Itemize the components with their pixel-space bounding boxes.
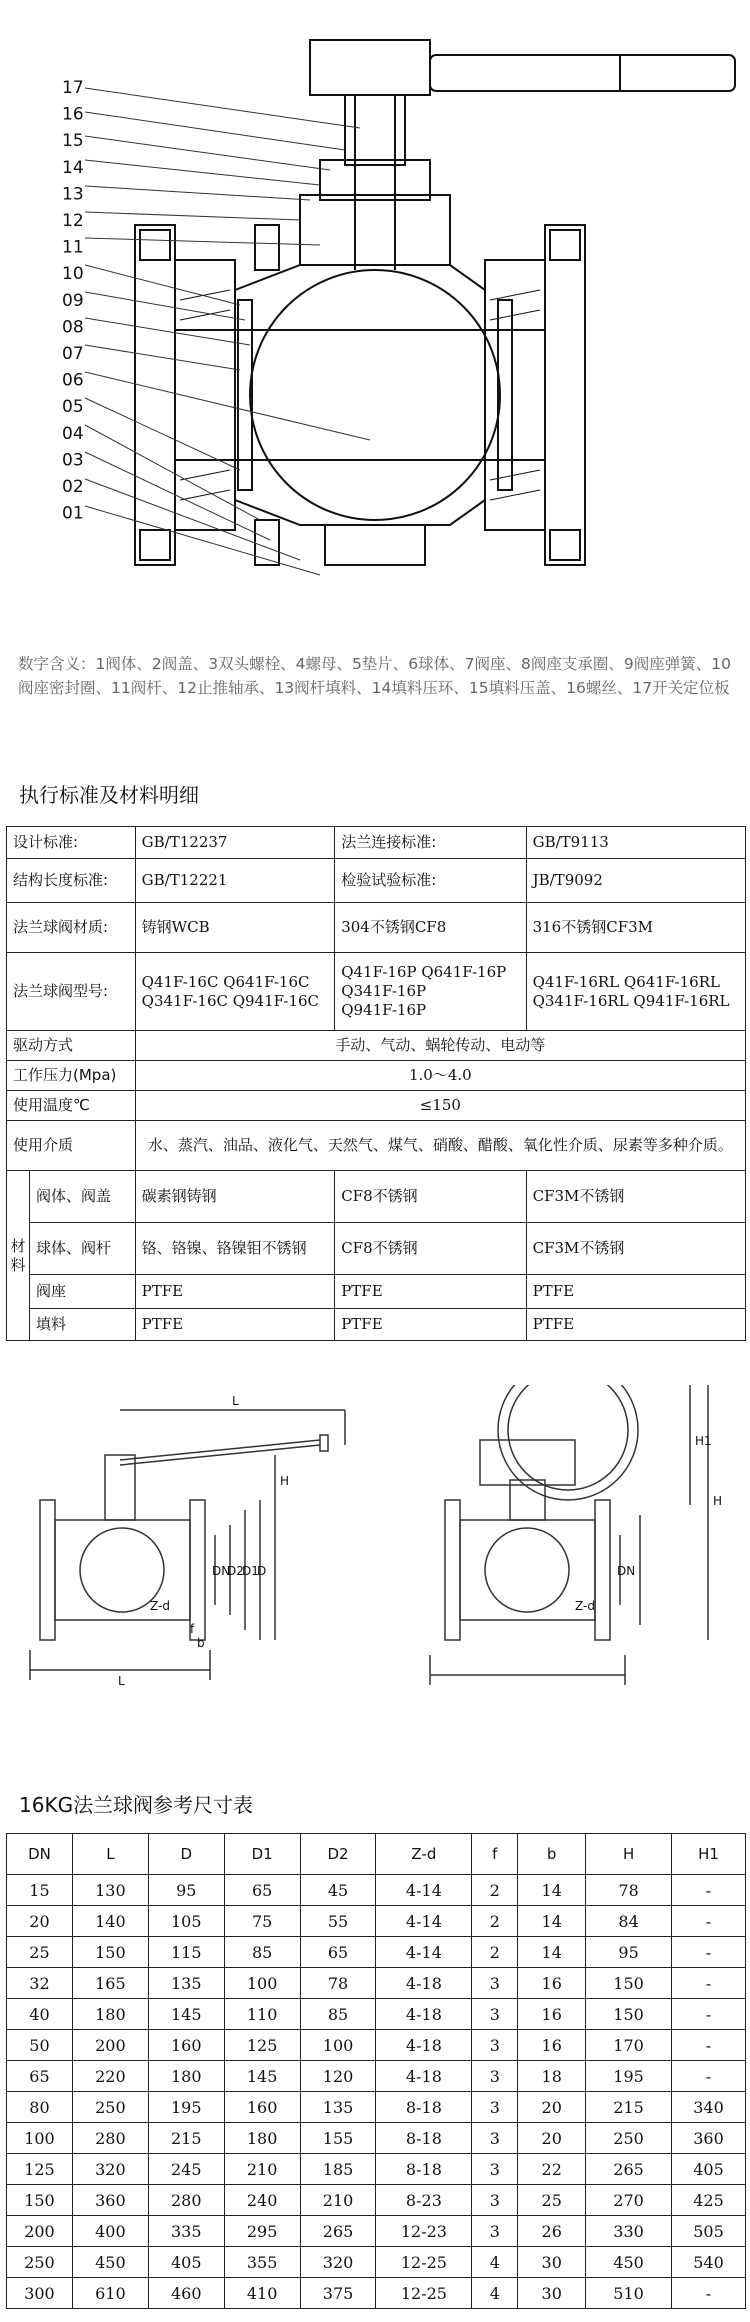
dims-cell: 84 bbox=[586, 1906, 672, 1937]
dims-cell: 4-18 bbox=[376, 2030, 472, 2061]
dims-cell: 14 bbox=[518, 1937, 586, 1968]
dims-section-title-text: 16KG法兰球阀参考尺寸表 bbox=[19, 1793, 254, 1817]
dims-cell: 8-18 bbox=[376, 2092, 472, 2123]
dims-cell: 360 bbox=[672, 2123, 746, 2154]
ball-label: 球体、阀杆 bbox=[29, 1223, 135, 1275]
model-304-line1: Q41F-16P Q641F-16P bbox=[341, 963, 507, 981]
dims-cell: 540 bbox=[672, 2247, 746, 2278]
spec-row-drive bbox=[7, 1031, 746, 1061]
part-label-09: 09 bbox=[62, 290, 84, 311]
spec-row-design bbox=[7, 827, 746, 859]
model-316-line2: Q341F-16RL Q941F-16RL bbox=[532, 991, 730, 1010]
dims-cell: 505 bbox=[672, 2216, 746, 2247]
dims-cell: 295 bbox=[224, 2216, 300, 2247]
dims-cell: 50 bbox=[7, 2030, 73, 2061]
dims-cell: 130 bbox=[72, 1875, 148, 1906]
dims-cell: 4 bbox=[472, 2278, 518, 2309]
part-label-07: 07 bbox=[62, 344, 84, 364]
dims-cell: 40 bbox=[7, 1999, 73, 2030]
dims-cell: 180 bbox=[148, 2061, 224, 2092]
seat-316: PTFE bbox=[526, 1275, 745, 1309]
dims-cell: 300 bbox=[7, 2278, 73, 2309]
dims-cell: 4-18 bbox=[376, 1999, 472, 2030]
part-label-06: 06 bbox=[62, 370, 84, 391]
packing-304: PTFE bbox=[335, 1309, 526, 1341]
material-group-label: 材料 bbox=[7, 1171, 30, 1341]
drive-label: 驱动方式 bbox=[7, 1031, 136, 1061]
dim-label-3: D2 bbox=[227, 1564, 244, 1578]
spec-row-body bbox=[7, 1171, 746, 1223]
dims-cell: 280 bbox=[72, 2123, 148, 2154]
dims-cell: 30 bbox=[518, 2247, 586, 2278]
dims-cell: 16 bbox=[518, 1968, 586, 1999]
dims-cell: 355 bbox=[224, 2247, 300, 2278]
body-wcb: 碳素钢铸钢 bbox=[135, 1171, 335, 1223]
dims-cell: 320 bbox=[72, 2154, 148, 2185]
dims-cell: 14 bbox=[518, 1875, 586, 1906]
dims-cell: 125 bbox=[7, 2154, 73, 2185]
dims-cell: 200 bbox=[7, 2216, 73, 2247]
pressure-label: 工作压力(Mpa) bbox=[7, 1061, 136, 1091]
dims-cell: 85 bbox=[224, 1937, 300, 1968]
dims-cell: 250 bbox=[72, 2092, 148, 2123]
drive-value: 手动、气动、蜗轮传动、电动等 bbox=[135, 1031, 745, 1061]
dims-cell: 110 bbox=[224, 1999, 300, 2030]
dims-cell: 20 bbox=[518, 2123, 586, 2154]
dims-cell: 375 bbox=[300, 2278, 376, 2309]
dim-label-5: D bbox=[257, 1564, 267, 1578]
dims-cell: 125 bbox=[224, 2030, 300, 2061]
dim-label-10: H1 bbox=[695, 1434, 712, 1448]
part-label-05: 05 bbox=[62, 397, 84, 418]
dims-header-cell: D2 bbox=[300, 1834, 376, 1875]
dim-label-9: L bbox=[118, 1674, 125, 1688]
design-label: 设计标准: bbox=[7, 827, 136, 859]
dims-cell: 95 bbox=[586, 1937, 672, 1968]
dims-cell: 4 bbox=[472, 2247, 518, 2278]
dims-cell: 180 bbox=[72, 1999, 148, 2030]
spec-row-temp bbox=[7, 1091, 746, 1121]
dims-cell: 100 bbox=[224, 1968, 300, 1999]
dims-cell: 405 bbox=[148, 2247, 224, 2278]
dims-cell: 20 bbox=[518, 2092, 586, 2123]
dims-cell: 450 bbox=[72, 2247, 148, 2278]
dims-cell: 4-18 bbox=[376, 1968, 472, 1999]
dims-cell: 12-25 bbox=[376, 2278, 472, 2309]
dims-header-cell: Z-d bbox=[376, 1834, 472, 1875]
packing-wcb: PTFE bbox=[135, 1309, 335, 1341]
model-316-line1: Q41F-16RL Q641F-16RL bbox=[532, 972, 720, 991]
dims-cell: 4-14 bbox=[376, 1906, 472, 1937]
dims-cell: 610 bbox=[72, 2278, 148, 2309]
dims-cell: 25 bbox=[518, 2185, 586, 2216]
dims-cell: 150 bbox=[72, 1937, 148, 1968]
part-label-14: 14 bbox=[62, 157, 84, 178]
part-label-15: 15 bbox=[62, 131, 84, 152]
dims-cell: 3 bbox=[472, 2030, 518, 2061]
dims-cell: 75 bbox=[224, 1906, 300, 1937]
dims-cell: 100 bbox=[300, 2030, 376, 2061]
dims-cell: 4-18 bbox=[376, 2061, 472, 2092]
dim-label-13: Z-d bbox=[575, 1599, 595, 1613]
dims-cell: 3 bbox=[472, 1968, 518, 1999]
flange-label: 法兰连接标准: bbox=[335, 827, 526, 859]
dims-cell: 26 bbox=[518, 2216, 586, 2247]
dims-cell: 8-23 bbox=[376, 2185, 472, 2216]
dims-cell: 340 bbox=[672, 2092, 746, 2123]
length-value: GB/T12221 bbox=[135, 859, 335, 903]
dims-cell: 145 bbox=[224, 2061, 300, 2092]
dims-cell: - bbox=[672, 1937, 746, 1968]
dims-cell: 22 bbox=[518, 2154, 586, 2185]
dims-cell: 25 bbox=[7, 1937, 73, 1968]
model-label: 法兰球阀型号: bbox=[7, 953, 136, 1031]
dims-cell: 2 bbox=[472, 1906, 518, 1937]
ball-304: CF8不锈钢 bbox=[335, 1223, 526, 1275]
dims-cell: 100 bbox=[7, 2123, 73, 2154]
dims-cell: 16 bbox=[518, 1999, 586, 2030]
dims-row bbox=[7, 2154, 746, 2185]
dims-cell: 180 bbox=[224, 2123, 300, 2154]
dims-row bbox=[7, 2185, 746, 2216]
dims-cell: - bbox=[672, 1875, 746, 1906]
dims-cell: 12-23 bbox=[376, 2216, 472, 2247]
medium-value: 水、蒸汽、油品、液化气、天然气、煤气、硝酸、醋酸、氧化性介质、尿素等多种介质。 bbox=[135, 1121, 745, 1171]
dims-cell: 150 bbox=[586, 1968, 672, 1999]
dims-cell: 170 bbox=[586, 2030, 672, 2061]
material-wcb: 铸钢WCB bbox=[135, 903, 335, 953]
dims-cell: 150 bbox=[7, 2185, 73, 2216]
model-304-line3: Q941F-16P bbox=[341, 1001, 427, 1019]
dims-cell: 55 bbox=[300, 1906, 376, 1937]
dims-cell: 425 bbox=[672, 2185, 746, 2216]
model-304 bbox=[335, 953, 526, 1031]
dims-cell: 15 bbox=[7, 1875, 73, 1906]
part-label-16: 16 bbox=[62, 104, 84, 125]
dim-label-1: H bbox=[280, 1474, 290, 1488]
dimension-drawings bbox=[0, 1385, 750, 1715]
dims-cell: 4-14 bbox=[376, 1875, 472, 1906]
dims-cell: - bbox=[672, 2278, 746, 2309]
dims-cell: 65 bbox=[300, 1937, 376, 1968]
dims-cell: 240 bbox=[224, 2185, 300, 2216]
dims-cell: 135 bbox=[148, 1968, 224, 1999]
dims-cell: 78 bbox=[300, 1968, 376, 1999]
dims-cell: 150 bbox=[586, 1999, 672, 2030]
dims-cell: 2 bbox=[472, 1875, 518, 1906]
dim-label-0: L bbox=[232, 1394, 239, 1408]
dims-cell: - bbox=[672, 1906, 746, 1937]
dims-row bbox=[7, 2216, 746, 2247]
dims-cell: 32 bbox=[7, 1968, 73, 1999]
dims-cell: 18 bbox=[518, 2061, 586, 2092]
temp-value: ≤150 bbox=[135, 1091, 745, 1121]
spec-section-title-text: 执行标准及材料明细 bbox=[19, 783, 199, 807]
material-label: 法兰球阀材质: bbox=[7, 903, 136, 953]
dims-row bbox=[7, 2061, 746, 2092]
seat-wcb: PTFE bbox=[135, 1275, 335, 1309]
dims-header-cell: H1 bbox=[672, 1834, 746, 1875]
dims-cell: 410 bbox=[224, 2278, 300, 2309]
medium-label: 使用介质 bbox=[7, 1121, 136, 1171]
dims-cell: 12-25 bbox=[376, 2247, 472, 2278]
part-label-11: 11 bbox=[62, 237, 84, 258]
dims-cell: 3 bbox=[472, 2061, 518, 2092]
packing-316: PTFE bbox=[526, 1309, 745, 1341]
dims-cell: 65 bbox=[224, 1875, 300, 1906]
dims-cell: 145 bbox=[148, 1999, 224, 2030]
dims-cell: 20 bbox=[7, 1906, 73, 1937]
spec-row-material bbox=[7, 903, 746, 953]
dims-cell: 135 bbox=[300, 2092, 376, 2123]
dims-cell: 165 bbox=[72, 1968, 148, 1999]
dims-cell: 400 bbox=[72, 2216, 148, 2247]
ball-wcb: 铬、铬镍、铬镍钼不锈钢 bbox=[135, 1223, 335, 1275]
dims-cell: 185 bbox=[300, 2154, 376, 2185]
material-304: 304不锈钢CF8 bbox=[335, 903, 526, 953]
part-label-03: 03 bbox=[62, 450, 84, 471]
dims-cell: 250 bbox=[7, 2247, 73, 2278]
dims-table bbox=[6, 1833, 746, 2309]
dim-label-2: DN bbox=[212, 1564, 231, 1578]
part-label-10: 10 bbox=[62, 264, 84, 285]
dims-row bbox=[7, 2123, 746, 2154]
dims-cell: 215 bbox=[148, 2123, 224, 2154]
dims-cell: 4-14 bbox=[376, 1937, 472, 1968]
dims-cell: 245 bbox=[148, 2154, 224, 2185]
model-wcb bbox=[135, 953, 335, 1031]
dims-cell: 115 bbox=[148, 1937, 224, 1968]
dims-cell: 105 bbox=[148, 1906, 224, 1937]
part-label-17: 17 bbox=[62, 78, 84, 98]
dims-header-cell: L bbox=[72, 1834, 148, 1875]
dims-section-title bbox=[16, 1790, 256, 1820]
dims-cell: 95 bbox=[148, 1875, 224, 1906]
dims-cell: 78 bbox=[586, 1875, 672, 1906]
design-value: GB/T12237 bbox=[135, 827, 335, 859]
dims-cell: 155 bbox=[300, 2123, 376, 2154]
dims-cell: 220 bbox=[72, 2061, 148, 2092]
part-label-13: 13 bbox=[62, 184, 84, 205]
dims-cell: 460 bbox=[148, 2278, 224, 2309]
dims-row bbox=[7, 1906, 746, 1937]
dims-cell: 45 bbox=[300, 1875, 376, 1906]
part-label-12: 12 bbox=[62, 211, 84, 231]
dims-cell: 320 bbox=[300, 2247, 376, 2278]
dims-cell: - bbox=[672, 2061, 746, 2092]
dims-cell: 210 bbox=[224, 2154, 300, 2185]
dims-cell: 450 bbox=[586, 2247, 672, 2278]
dims-cell: - bbox=[672, 1968, 746, 1999]
dims-cell: 8-18 bbox=[376, 2123, 472, 2154]
dims-cell: 3 bbox=[472, 2092, 518, 2123]
dims-cell: 335 bbox=[148, 2216, 224, 2247]
model-316 bbox=[526, 953, 745, 1031]
spec-row-model bbox=[7, 953, 746, 1031]
flange-value: GB/T9113 bbox=[526, 827, 745, 859]
dims-cell: - bbox=[672, 1999, 746, 2030]
dims-cell: 16 bbox=[518, 2030, 586, 2061]
dims-cell: 265 bbox=[586, 2154, 672, 2185]
dims-row bbox=[7, 1999, 746, 2030]
dims-cell: 3 bbox=[472, 1999, 518, 2030]
dims-cell: 160 bbox=[224, 2092, 300, 2123]
dims-cell: 8-18 bbox=[376, 2154, 472, 2185]
part-label-02: 02 bbox=[62, 477, 84, 497]
dim-label-6: Z-d bbox=[150, 1599, 170, 1613]
test-value: JB/T9092 bbox=[526, 859, 745, 903]
spec-row-length bbox=[7, 859, 746, 903]
dims-cell: 405 bbox=[672, 2154, 746, 2185]
dims-row bbox=[7, 2092, 746, 2123]
dims-cell: 250 bbox=[586, 2123, 672, 2154]
packing-label: 填料 bbox=[29, 1309, 135, 1341]
length-label: 结构长度标准: bbox=[7, 859, 136, 903]
dims-header-cell: DN bbox=[7, 1834, 73, 1875]
dims-cell: 65 bbox=[7, 2061, 73, 2092]
dims-cell: 80 bbox=[7, 2092, 73, 2123]
model-wcb-line2: Q341F-16C Q941F-16C bbox=[141, 991, 320, 1010]
dims-cell: 3 bbox=[472, 2216, 518, 2247]
model-304-line2: Q341F-16P bbox=[341, 982, 427, 1000]
dims-cell: 215 bbox=[586, 2092, 672, 2123]
spec-row-packing bbox=[7, 1309, 746, 1341]
dims-row bbox=[7, 1968, 746, 1999]
dims-row bbox=[7, 1875, 746, 1906]
temp-label: 使用温度℃ bbox=[7, 1091, 136, 1121]
dims-cell: 30 bbox=[518, 2278, 586, 2309]
dims-cell: 3 bbox=[472, 2154, 518, 2185]
dims-header-cell: H bbox=[586, 1834, 672, 1875]
dims-cell: 210 bbox=[300, 2185, 376, 2216]
dims-cell: 510 bbox=[586, 2278, 672, 2309]
seat-label: 阀座 bbox=[29, 1275, 135, 1309]
part-label-01: 01 bbox=[62, 503, 84, 524]
dims-header-row bbox=[7, 1834, 746, 1875]
dim-label-7: f bbox=[190, 1622, 195, 1636]
part-description: 数字含义：1阀体、2阀盖、3双头螺栓、4螺母、5垫片、6球体、7阀座、8阀座支承圈、9阀座弹簧、10阀座密封圈、11阀杆、12止推轴承、13阀杆填料、14填料压环、15填料压盖、16螺丝、17开关定位板 bbox=[18, 655, 731, 697]
dims-header-cell: D bbox=[148, 1834, 224, 1875]
dims-cell: 160 bbox=[148, 2030, 224, 2061]
spec-row-medium bbox=[7, 1121, 746, 1171]
dims-cell: - bbox=[672, 2030, 746, 2061]
dims-cell: 3 bbox=[472, 2185, 518, 2216]
dims-cell: 330 bbox=[586, 2216, 672, 2247]
dims-cell: 195 bbox=[148, 2092, 224, 2123]
dims-header-cell: D1 bbox=[224, 1834, 300, 1875]
dim-label-11: H bbox=[713, 1494, 723, 1508]
dims-cell: 280 bbox=[148, 2185, 224, 2216]
ball-valve-section-drawing bbox=[0, 0, 750, 630]
model-wcb-line1: Q41F-16C Q641F-16C bbox=[141, 972, 310, 991]
spec-row-seat bbox=[7, 1275, 746, 1309]
spec-table bbox=[6, 826, 746, 1341]
spec-section-title bbox=[16, 780, 202, 810]
dims-cell: 120 bbox=[300, 2061, 376, 2092]
dims-cell: 200 bbox=[72, 2030, 148, 2061]
part-label-04: 04 bbox=[62, 423, 84, 444]
dims-cell: 14 bbox=[518, 1906, 586, 1937]
body-304: CF8不锈钢 bbox=[335, 1171, 526, 1223]
dims-cell: 270 bbox=[586, 2185, 672, 2216]
dims-header-cell: f bbox=[472, 1834, 518, 1875]
dims-cell: 265 bbox=[300, 2216, 376, 2247]
dims-cell: 2 bbox=[472, 1937, 518, 1968]
ball-316: CF3M不锈钢 bbox=[526, 1223, 745, 1275]
part-label-08: 08 bbox=[62, 317, 84, 338]
dims-cell: 85 bbox=[300, 1999, 376, 2030]
dims-cell: 3 bbox=[472, 2123, 518, 2154]
material-316: 316不锈钢CF3M bbox=[526, 903, 745, 953]
dims-row bbox=[7, 2247, 746, 2278]
dims-row bbox=[7, 1937, 746, 1968]
dim-label-4: D1 bbox=[242, 1564, 259, 1578]
pressure-value: 1.0～4.0 bbox=[135, 1061, 745, 1091]
test-label: 检验试验标准: bbox=[335, 859, 526, 903]
dim-label-8: b bbox=[197, 1636, 205, 1650]
body-label: 阀体、阀盖 bbox=[29, 1171, 135, 1223]
dims-header-cell: b bbox=[518, 1834, 586, 1875]
spec-row-pressure bbox=[7, 1061, 746, 1091]
dims-cell: 140 bbox=[72, 1906, 148, 1937]
dims-cell: 195 bbox=[586, 2061, 672, 2092]
dims-row bbox=[7, 2278, 746, 2309]
spec-row-ball bbox=[7, 1223, 746, 1275]
dims-row bbox=[7, 2030, 746, 2061]
body-316: CF3M不锈钢 bbox=[526, 1171, 745, 1223]
dim-label-12: DN bbox=[617, 1564, 636, 1578]
seat-304: PTFE bbox=[335, 1275, 526, 1309]
dims-cell: 360 bbox=[72, 2185, 148, 2216]
